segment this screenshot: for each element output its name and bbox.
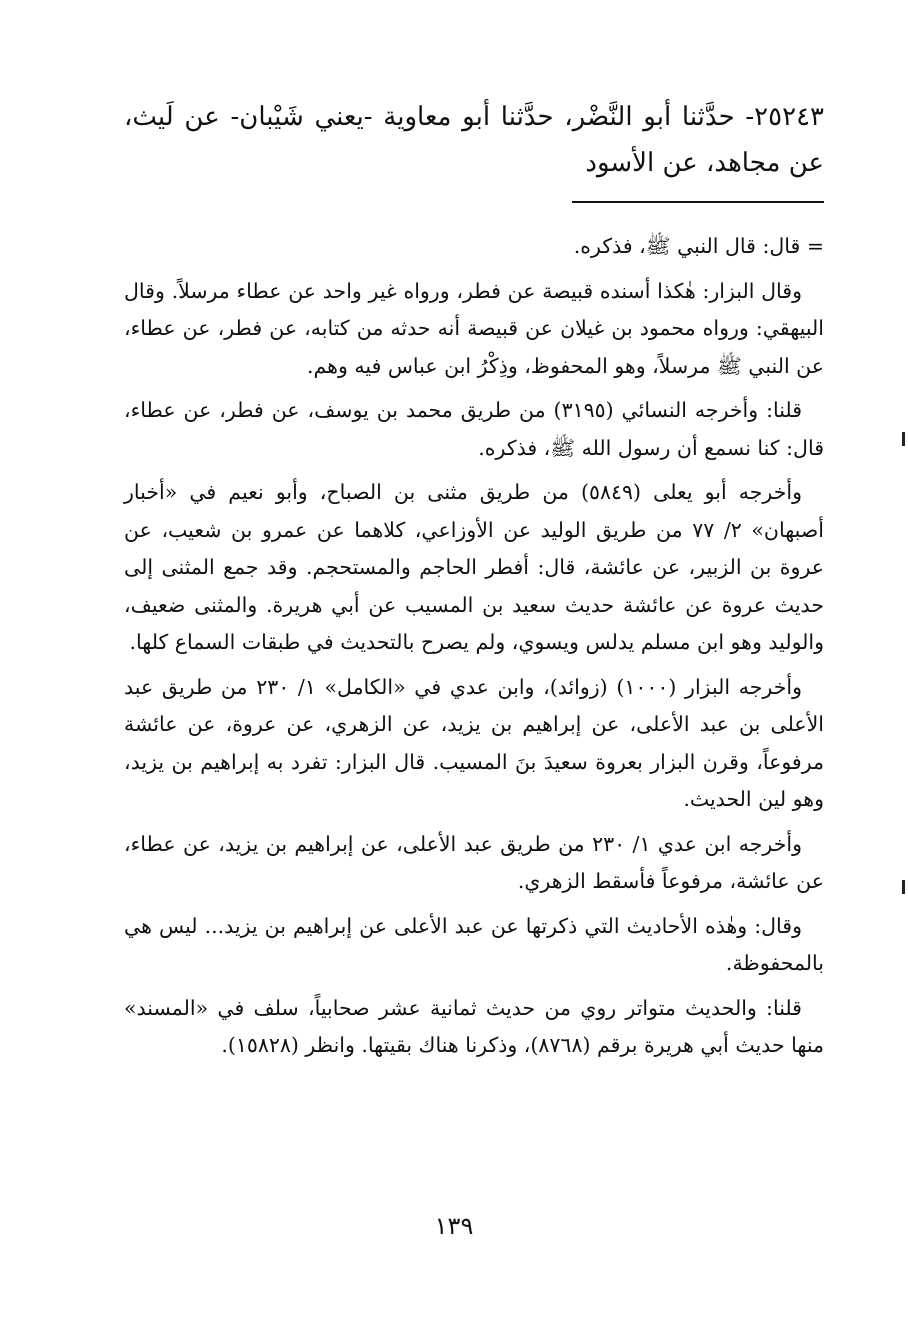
scan-edge-mark xyxy=(902,880,905,894)
hadith-text: ٢٥٢٤٣- حدَّثنا أبو النَّضْر، حدَّثنا أبو معاوية -يعني شَيْبان- عن لَيث، عن مجاهد، عن الأسود xyxy=(124,102,824,178)
footnote-paragraph: وأخرجه ابن عدي ١/ ٢٣٠ من طريق عبد الأعلى، عن إبراهيم بن يزيد، عن عطاء، عن عائشة، مرفوعاً فأسقط الزهري. xyxy=(124,831,824,893)
footnote-separator xyxy=(572,201,824,203)
footnote-paragraph: قلنا: وأخرجه النسائي (٣١٩٥) من طريق محمد بن يوسف، عن فطر، عن عطاء، قال: كنا نسمع أن رسول الله ﷺ، فذكره. xyxy=(124,398,824,460)
footnote-paragraph: قلنا: والحديث متواتر روي من حديث ثمانية عشر صحابياً، سلف في «المسند» منها حديث أبي هريرة برقم (٨٧٦٨)، وذكرنا هناك بقيتها. وانظر (١٥٨٢٨). xyxy=(124,995,824,1057)
page-number: ١٣٩ xyxy=(434,1212,474,1240)
footnote-paragraph: وأخرجه أبو يعلى (٥٨٤٩) من طريق مثنى بن الصباح، وأبو نعيم في «أخبار أصبهان» ٢/ ٧٧ من طريق الوليد عن الأوزاعي، كلاهما عن عمرو بن شعيب، عن عروة بن الزبير، عن عائشة، قال: أفطر الحاجم والمستحجم. وقد جمع المثنى إلى حديث عروة عن عائشة حديث سعيد بن المسيب عن أبي هريرة. والمثنى ضعيف، والوليد وهو ابن مسلم يدلس ويسوي، ولم يصرح بالتحديث في طبقات السماع كلها. xyxy=(124,480,824,654)
footnote-paragraph: وقال البزار: هٰكذا أسنده قبيصة عن فطر، ورواه غير واحد عن عطاء مرسلاً. وقال البيهقي: ورواه محمود بن غيلان عن قبيصة أنه حدثه من كتابه، عن فطر، عن عطاء، عن النبي ﷺ مرسلاً، وهو المحفوظ، وذِكْرُ ابن عباس فيه وهم. xyxy=(124,278,824,378)
footnote-paragraph: = قال: قال النبي ﷺ، فذكره. xyxy=(573,234,824,258)
footnote-paragraph: وقال: وهٰذه الأحاديث التي ذكرتها عن عبد الأعلى عن إبراهيم بن يزيد... ليس هي بالمحفوظة. xyxy=(124,913,824,975)
footnotes xyxy=(124,228,824,1072)
scan-edge-mark xyxy=(902,432,905,446)
footnote-paragraph: وأخرجه البزار (١٠٠٠) (زوائد)، وابن عدي في «الكامل» ١/ ٢٣٠ من طريق عبد الأعلى بن عبد الأعلى، عن إبراهيم بن يزيد، عن الزهري، عن عروة، عن عائشة مرفوعاً، وقرن البزار بعروة سعيدَ بنَ المسيب. قال البزار: تفرد به إبراهيم بن يزيد، وهو لين الحديث. xyxy=(124,674,824,811)
